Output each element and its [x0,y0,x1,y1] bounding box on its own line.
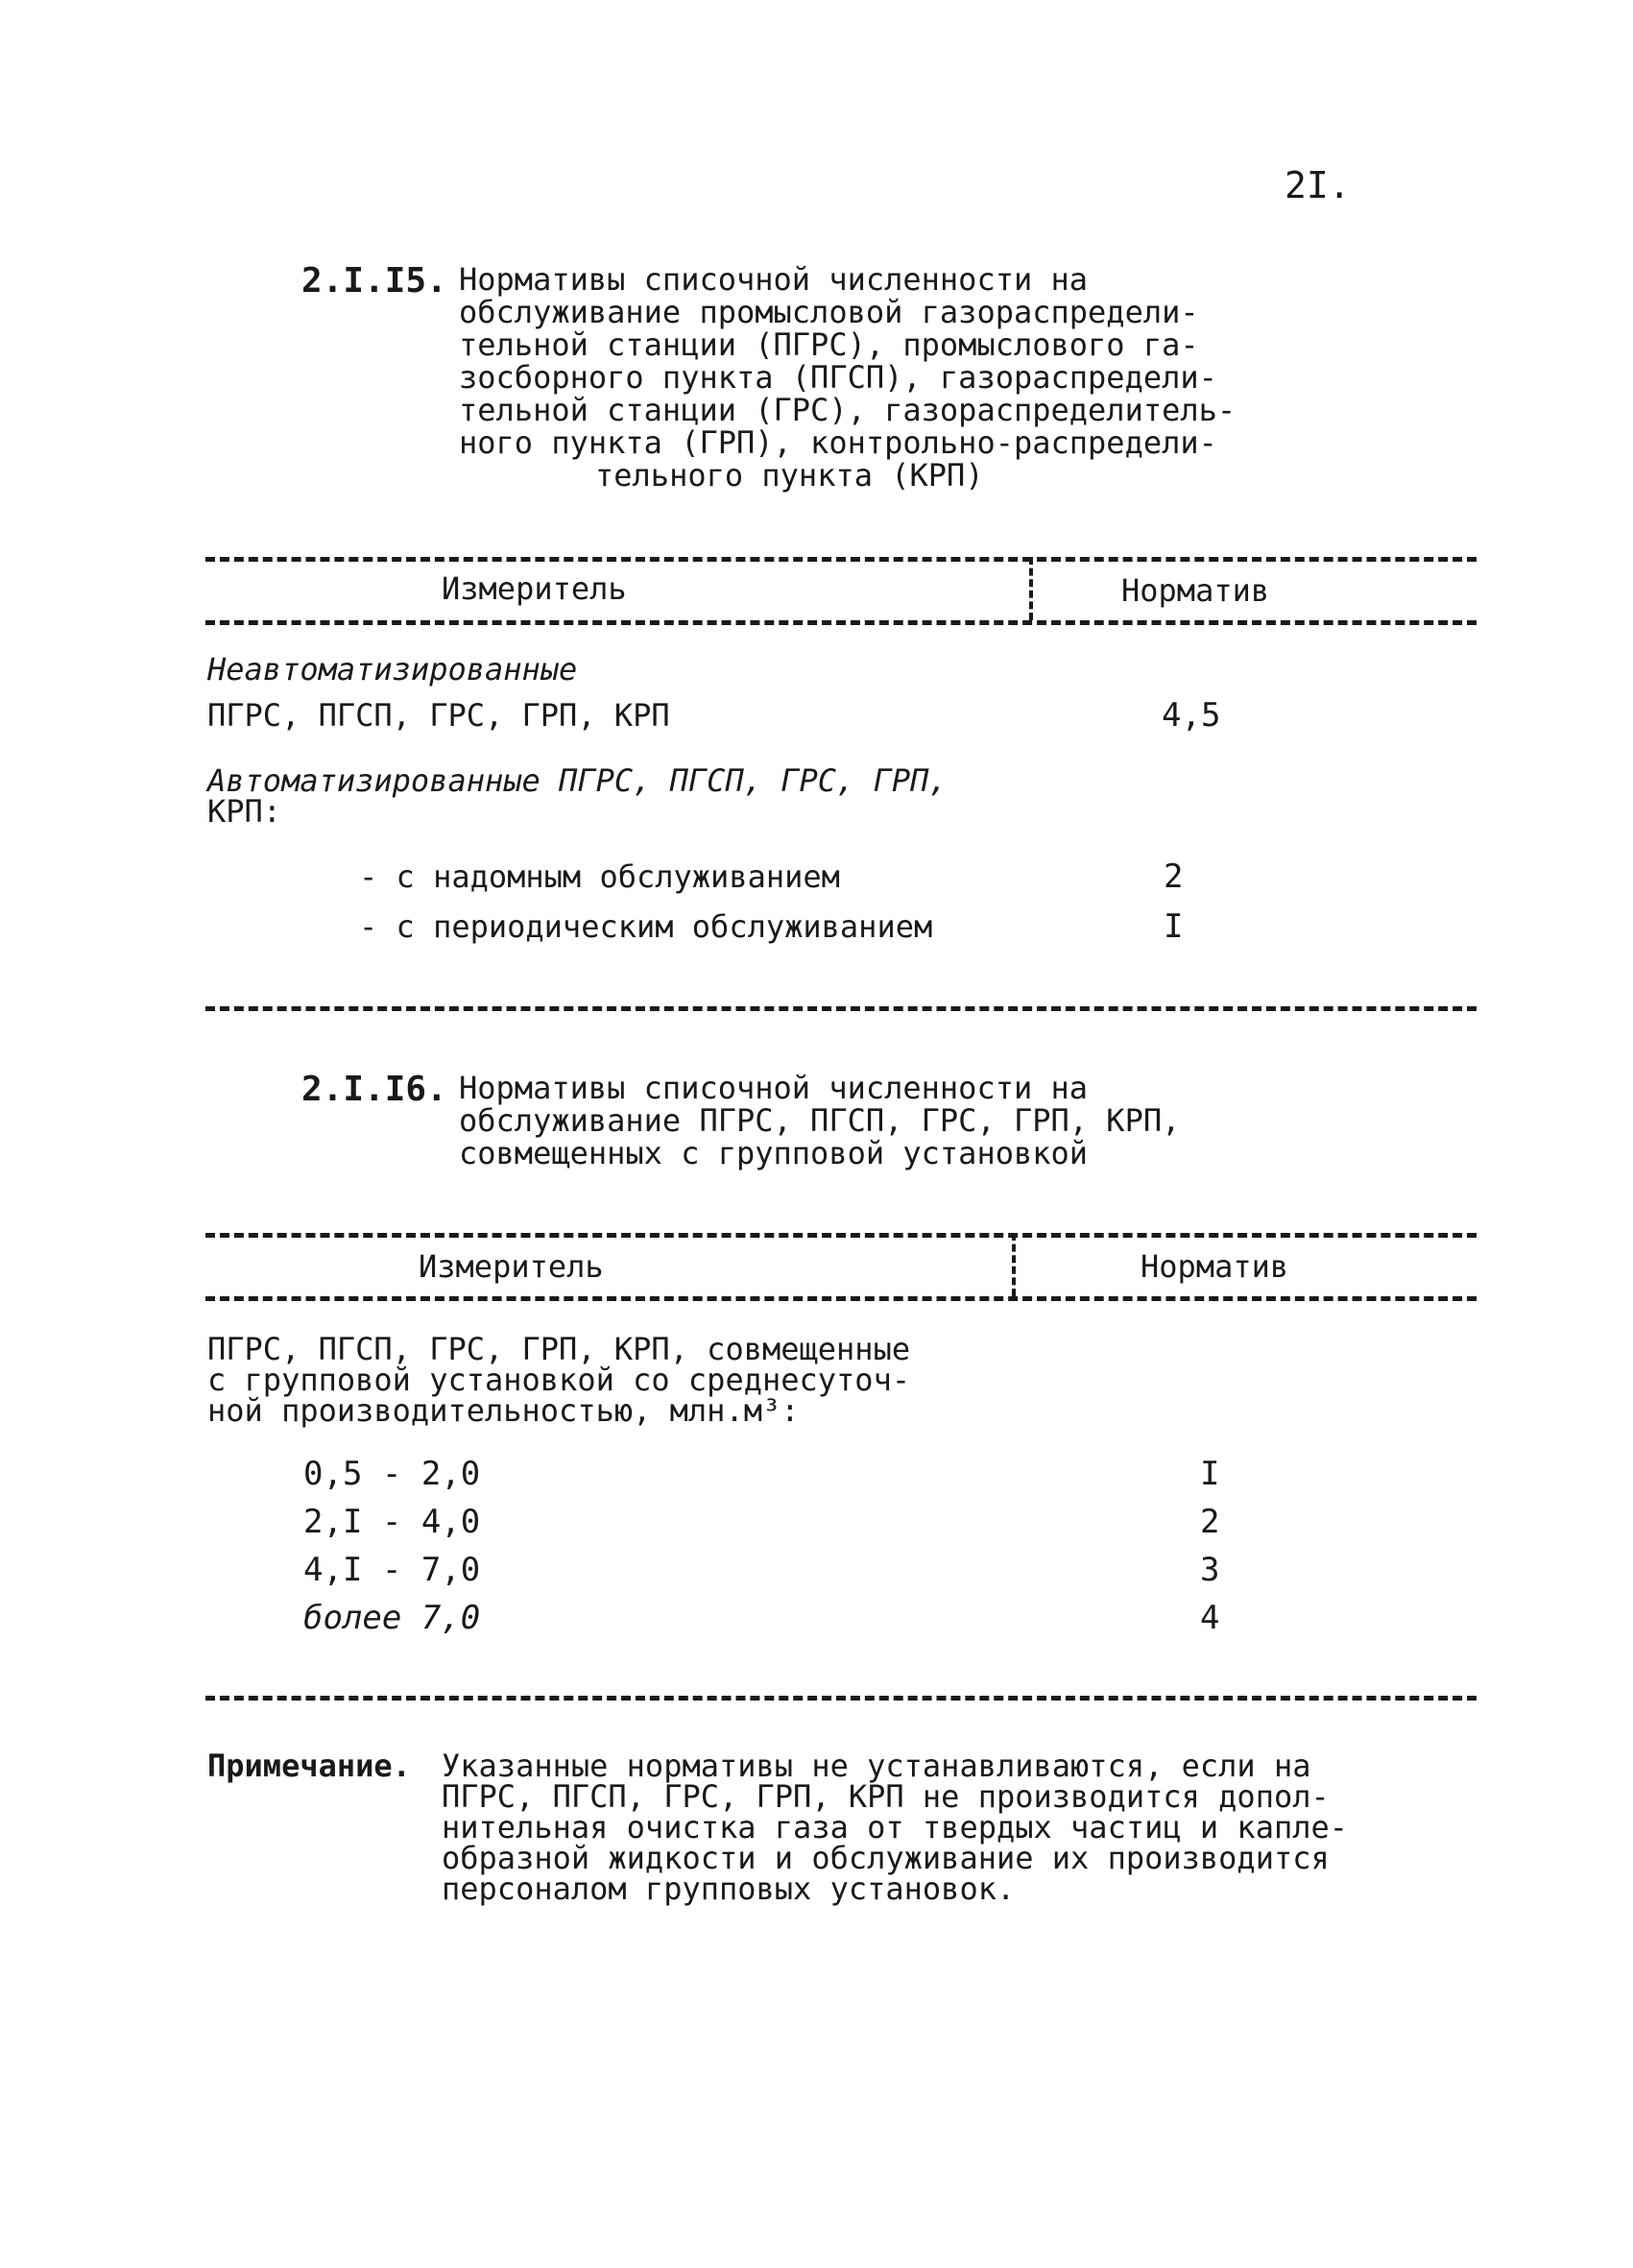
row-value: 4,5 [1162,696,1221,735]
sub-row-label: - с надомным обслуживанием [359,858,840,895]
section-number: 2.I.I6. [301,1070,447,1109]
table-rule [205,620,1477,625]
table-rule [205,1696,1477,1701]
range-value: 4 [1200,1599,1220,1637]
description-line: ПГРС, ПГСП, ГРС, ГРП, КРП, совмещенные [207,1331,911,1367]
group-label: КРП: [207,793,282,830]
column-separator [1012,1233,1016,1296]
section-title-line: обслуживание ПГРС, ПГСП, ГРС, ГРП, КРП, [459,1102,1181,1139]
description-line: ной производительностью, млн.м³: [207,1392,800,1429]
section-title-line: Нормативы списочной численности на [459,1070,1089,1106]
section-title-line: обслуживание промысловой газораспредели- [459,294,1199,330]
note-line: ПГРС, ПГСП, ГРС, ГРП, КРП не производится допол- [442,1778,1330,1815]
section-title-line: тельной станции (ПГРС), промыслового га- [459,326,1199,363]
range-label: 2,I - 4,0 [303,1503,481,1541]
note-line: персоналом групповых установок. [442,1870,1016,1907]
row-label: ПГРС, ПГСП, ГРС, ГРП, КРП [207,697,670,734]
range-label: 0,5 - 2,0 [303,1455,481,1493]
section-title-line: совмещенных с групповой установкой [459,1135,1089,1171]
description-line: с групповой установкой со среднесуточ- [207,1362,911,1398]
section-title-line: тельной станции (ГРС), газораспределитель- [459,392,1237,428]
table-rule [205,1233,1477,1238]
table-rule [205,1006,1477,1011]
note-line: нительная очистка газа от твердых частиц и капле- [442,1809,1349,1846]
column-header-norm: Норматив [1121,572,1270,609]
column-header-measure: Измеритель [442,570,627,607]
range-label: 4,I - 7,0 [303,1551,481,1589]
sub-row-label: - с периодическим обслуживанием [359,908,933,945]
note-label: Примечание. [207,1748,411,1784]
range-label: более 7,0 [303,1599,481,1637]
section-title-line: зосборного пункта (ПГСП), газораспредели- [459,359,1217,396]
column-header-norm: Норматив [1141,1248,1289,1285]
table-rule [205,557,1477,562]
section-title-line: тельного пункта (КРП) [595,457,984,494]
column-header-measure: Измеритель [419,1248,604,1285]
range-value: 2 [1200,1503,1220,1541]
section-title-line: Нормативы списочной численности на [459,261,1089,298]
range-value: I [1200,1455,1220,1493]
sub-row-value: 2 [1164,857,1184,896]
sub-row-value: I [1164,907,1184,946]
range-value: 3 [1200,1551,1220,1589]
row-label: Неавтоматизированные [207,651,578,688]
note-line: Указанные нормативы не устанавливаются, если на [442,1748,1311,1784]
note-line: образной жидкости и обслуживание их производится [442,1840,1330,1876]
table-rule [205,1296,1477,1301]
group-label: Автоматизированные ПГРС, ПГСП, ГРС, ГРП, [207,762,948,799]
section-number: 2.I.I5. [301,261,447,301]
column-separator [1029,557,1033,620]
page-number: 2I. [1285,164,1351,206]
section-title-line: ного пункта (ГРП), контрольно-распредели- [459,424,1217,461]
